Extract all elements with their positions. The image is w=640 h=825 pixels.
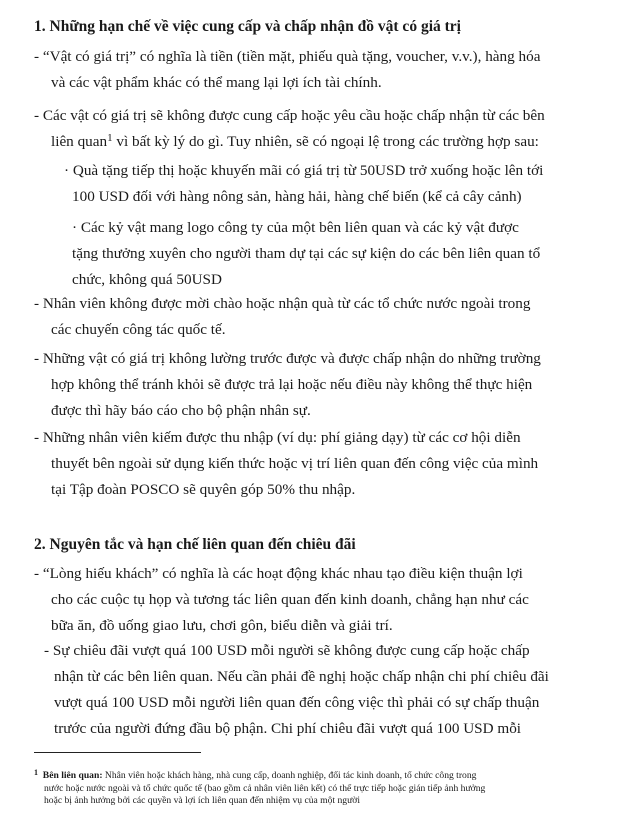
text-line: trước của người đứng đầu bộ phận. Chi phí chiêu đãi vượt quá 100 USD mỗi (54, 720, 522, 737)
text-line: tại Tập đoàn POSCO sẽ quyên góp 50% thu nhập. (51, 481, 356, 498)
footnote-reference[interactable]: 1 (107, 132, 113, 144)
text-line: - Các vật có giá trị sẽ không được cung cấp hoặc yêu cầu hoặc chấp nhận từ các bên (34, 107, 545, 124)
text-line: - Những vật có giá trị không lường trước được và được chấp nhận do những trường (34, 350, 541, 367)
text-line: vượt quá 100 USD mỗi người liên quan đến công việc thì phải có sự chấp thuận (54, 694, 540, 711)
text-line: được thì hãy báo cáo cho bộ phận nhân sự. (51, 402, 311, 419)
text-line: thuyết bên ngoài sử dụng kiến thức hoặc vị trí liên quan đến công việc của mình (51, 455, 539, 472)
paragraph-hospitality-definition (34, 561, 529, 639)
text-line: nhận từ các bên liên quan. Nếu cần phải đề nghị hoặc chấp nhận chi phí chiêu đãi (54, 668, 549, 685)
text-line: 100 USD đối với hàng nông sản, hàng hải, hàng chế biến (kể cả cây cảnh) (72, 188, 522, 205)
footnote (34, 770, 614, 808)
text-line: · Quà tặng tiếp thị hoặc khuyến mãi có giá trị từ 50USD trở xuống hoặc lên tới (64, 162, 544, 179)
text-line: - “Vật có giá trị” có nghĩa là tiền (tiền mặt, phiếu quà tặng, voucher, v.v.), hàng hóa (34, 48, 541, 65)
paragraph-valuables-definition (34, 44, 540, 96)
sub-item-souvenirs (72, 215, 540, 293)
footnote-line: hoặc bị ảnh hưởng bởi các quyền và lợi ích liên quan đến nhiệm vụ của một người (44, 795, 361, 806)
text-line: - Những nhân viên kiếm được thu nhập (ví dụ: phí giảng dạy) từ các cơ hội diễn (34, 429, 521, 446)
footnote-line (34, 770, 614, 783)
paragraph-speaking-income (34, 425, 538, 503)
footnote-separator (34, 752, 201, 753)
text-line: bữa ăn, đồ uống giao lưu, chơi gôn, biểu diễn và giải trí. (51, 617, 393, 634)
footnote-line: nước hoặc nước ngoài và tổ chức quốc tế (bao gồm cả nhân viên liên kết) có thể trực tiếp hoặc gián tiếp ảnh hưởng (44, 782, 486, 794)
footnote-label: Bên liên quan: (42, 770, 103, 781)
footnote-text: Nhân viên hoặc khách hàng, nhà cung cấp, doanh nghiệp, đối tác kinh doanh, tổ chức công trong (102, 770, 477, 781)
text-line: chức, không quá 50USD (72, 271, 222, 288)
text-segment: liên quan (51, 133, 108, 150)
footnote-mark: 1 (34, 768, 38, 777)
text-line: - Nhân viên không được mời chào hoặc nhận quà từ các tổ chức nước ngoài trong (34, 295, 531, 312)
text-line (34, 129, 545, 155)
paragraph-unexpected-valuables (34, 346, 541, 424)
paragraph-foreign-gifts (34, 291, 530, 343)
text-segment: vì bất kỳ lý do gì. Tuy nhiên, sẽ có ngoại lệ trong các trường hợp sau: (112, 133, 539, 150)
text-line: hợp không thể tránh khỏi sẽ được trả lại hoặc nếu điều này không thể thực hiện (51, 376, 533, 393)
text-line: - “Lòng hiếu khách” có nghĩa là các hoạt động khác nhau tạo điều kiện thuận lợi (34, 565, 523, 582)
text-line: · Các kỷ vật mang logo công ty của một bên liên quan và các kỷ vật được (72, 219, 519, 236)
section-2-heading: 2. Nguyên tắc và hạn chế liên quan đến chiêu đãi (34, 536, 356, 553)
text-line: tặng thưởng xuyên cho người tham dự tại các sự kiện do các bên liên quan tổ (72, 245, 541, 262)
text-line: các chuyến công tác quốc tế. (51, 321, 226, 338)
text-line: và các vật phẩm khác có thể mang lại lợi ích tài chính. (51, 74, 382, 91)
section-1-heading: 1. Những hạn chế về việc cung cấp và chấp nhận đồ vật có giá trị (34, 18, 461, 35)
paragraph-hospitality-limit (44, 638, 549, 742)
text-line: cho các cuộc tụ họp và tương tác liên quan đến kinh doanh, chẳng hạn như các (51, 591, 529, 608)
sub-item-marketing-gifts (64, 158, 543, 210)
text-line: - Sự chiêu đãi vượt quá 100 USD mỗi người sẽ không được cung cấp hoặc chấp (44, 642, 530, 659)
paragraph-valuables-restriction (34, 103, 545, 155)
